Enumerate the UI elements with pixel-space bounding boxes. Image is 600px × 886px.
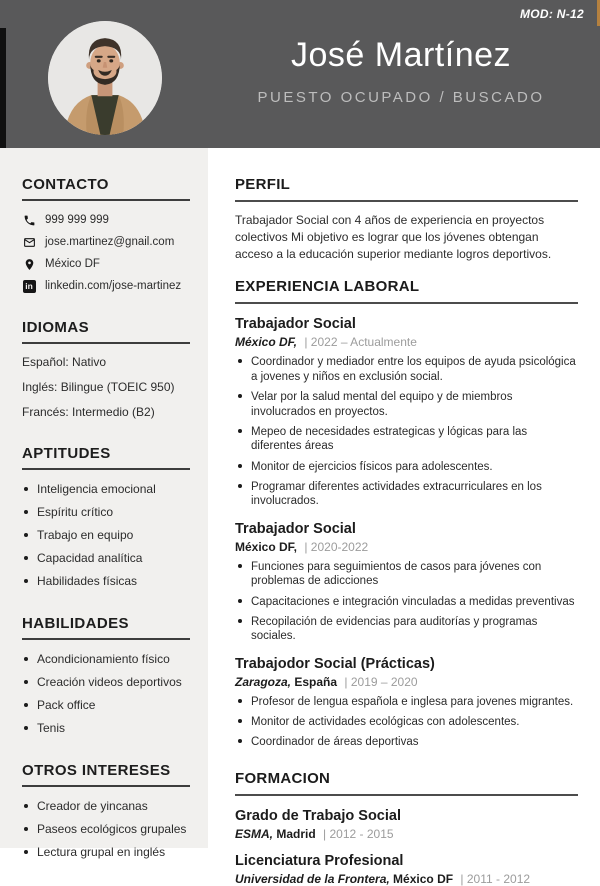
bullet-item: Programar diferentes actividades extracurriculares en los involucrados.	[235, 480, 578, 509]
location-icon	[22, 257, 36, 271]
contact-phone: 999 999 999	[45, 214, 109, 226]
profile-title: PERFIL	[235, 176, 578, 202]
list-item: Pack office	[22, 698, 190, 713]
job-dates: | 2019 – 2020	[344, 674, 418, 689]
contact-linkedin: linkedin.com/jose-martinez	[45, 280, 182, 292]
job-entry	[235, 521, 578, 644]
header-identity	[212, 36, 590, 106]
list-item: Capacidad analítica	[22, 551, 190, 566]
profile-section	[235, 176, 578, 262]
languages-title: IDIOMAS	[22, 319, 190, 344]
bullet-item: Funciones para seguimientos de casos para jóvenes con problemas de adicciones	[235, 560, 578, 589]
experience-title: EXPERIENCIA LABORAL	[235, 278, 578, 304]
template-model-badge: MOD: N-12	[519, 7, 584, 21]
bullet-item: Coordinador y mediador entre los equipos de ayuda psicológica a jovenes y niños en exclusión social.	[235, 355, 578, 384]
skills-title: HABILIDADES	[22, 615, 190, 640]
contact-list	[22, 213, 190, 293]
job-bullets	[235, 560, 578, 644]
list-item: Creador de yincanas	[22, 799, 190, 814]
job-meta: México DF, | 2020-2022	[235, 539, 369, 554]
list-item: Acondicionamiento físico	[22, 652, 190, 667]
avatar-illustration	[48, 21, 162, 135]
left-accent-bar	[0, 28, 6, 148]
list-item: Tenis	[22, 721, 190, 736]
language-item: Inglés: Bilingue (TOEIC 950)	[22, 380, 175, 394]
bullet-item: Monitor de ejercicios físicos para adolescentes.	[235, 460, 578, 474]
job-bullets	[235, 695, 578, 750]
list-item: Paseos ecológicos grupales	[22, 822, 190, 837]
education-title: FORMACION	[235, 770, 578, 796]
job-entry	[235, 316, 578, 508]
degree-school: Universidad de la Frontera,	[235, 871, 390, 886]
list-item: Lectura grupal en inglés	[22, 845, 190, 860]
contact-email: jose.martinez@gnail.com	[45, 236, 175, 248]
candidate-name: José Martínez	[290, 36, 512, 74]
contact-row-linkedin	[22, 279, 190, 293]
language-item: Español: Nativo	[22, 355, 107, 369]
sidebar	[0, 148, 208, 859]
phone-icon	[22, 213, 36, 227]
job-dates: | 2022 – Actualmente	[304, 335, 417, 350]
bullet-item: Monitor de actividades ecológicas con adolescentes.	[235, 715, 578, 729]
bullet-item: Mepeo de necesidades estrategicas y lógicas para las diferentes áreas	[235, 425, 578, 454]
contact-location: México DF	[45, 258, 100, 270]
interests-section	[22, 762, 190, 860]
degree-entry	[235, 853, 578, 886]
bullet-item: Coordinador de áreas deportivas	[235, 735, 578, 749]
aptitudes-section	[22, 445, 190, 589]
aptitudes-title: APTITUDES	[22, 445, 190, 470]
aptitudes-list	[22, 482, 190, 589]
candidate-position: PUESTO OCUPADO / BUSCADO	[257, 89, 545, 106]
degree-meta: Universidad de la Frontera, México DF | 2011 - 2012	[235, 871, 531, 886]
contact-row-location	[22, 257, 190, 271]
list-item: Espíritu crítico	[22, 505, 190, 520]
job-role: Trabajador Social	[235, 520, 356, 537]
list-item: Trabajo en equipo	[22, 528, 190, 543]
education-section	[235, 770, 578, 886]
degree-entry	[235, 808, 578, 841]
job-meta: Zaragoza, España | 2019 – 2020	[235, 674, 418, 689]
contact-title: CONTACTO	[22, 176, 190, 201]
job-role: Trabajodor Social (Prácticas)	[235, 655, 435, 672]
bullet-item: Capacitaciones e integración vinculadas a medidas preventivas	[235, 595, 578, 609]
experience-section	[235, 278, 578, 749]
job-bullets	[235, 355, 578, 508]
list-item: Creación videos deportivos	[22, 675, 190, 690]
header-banner	[0, 0, 600, 148]
contact-row-phone	[22, 213, 190, 227]
skills-section	[22, 615, 190, 736]
linkedin-icon: in	[22, 279, 36, 293]
degree-name: Licenciatura Profesional	[235, 852, 404, 869]
profile-text: Trabajador Social con 4 años de experiencia en proyectos colectivos Mi objetivo es lograr que los jóvenes obtengan acceso a la educación superior mediante logros deportivos.	[235, 213, 552, 261]
email-icon	[22, 235, 36, 249]
degree-dates: | 2011 - 2012	[460, 871, 531, 886]
contact-section	[22, 176, 190, 293]
job-location: México DF,	[235, 335, 298, 350]
contact-row-email	[22, 235, 190, 249]
job-meta	[235, 335, 578, 349]
job-dates: | 2020-2022	[304, 539, 369, 554]
job-role: Trabajador Social	[235, 316, 356, 333]
job-location: Zaragoza,	[235, 674, 292, 689]
interests-list	[22, 799, 190, 860]
languages-section	[22, 319, 190, 419]
interests-title: OTROS INTERESES	[22, 762, 190, 787]
degree-school: ESMA,	[235, 826, 274, 841]
bullet-item: Profesor de lengua española e inglesa para jovenes migrantes.	[235, 695, 578, 709]
degree-dates: | 2012 - 2015	[323, 826, 394, 841]
bullet-item: Recopilación de evidencias para auditorías y programas sociales.	[235, 615, 578, 644]
job-entry	[235, 656, 578, 750]
degree-name: Grado de Trabajo Social	[235, 807, 401, 824]
main-column	[208, 148, 600, 886]
language-item: Francés: Intermedio (B2)	[22, 405, 155, 419]
skills-list	[22, 652, 190, 736]
list-item: Inteligencia emocional	[22, 482, 190, 497]
bullet-item: Velar por la salud mental del equipo y de miembros involucrados en proyectos.	[235, 390, 578, 419]
list-item: Habilidades físicas	[22, 574, 190, 589]
profile-photo	[48, 21, 162, 135]
degree-meta: ESMA, Madrid | 2012 - 2015	[235, 826, 394, 841]
